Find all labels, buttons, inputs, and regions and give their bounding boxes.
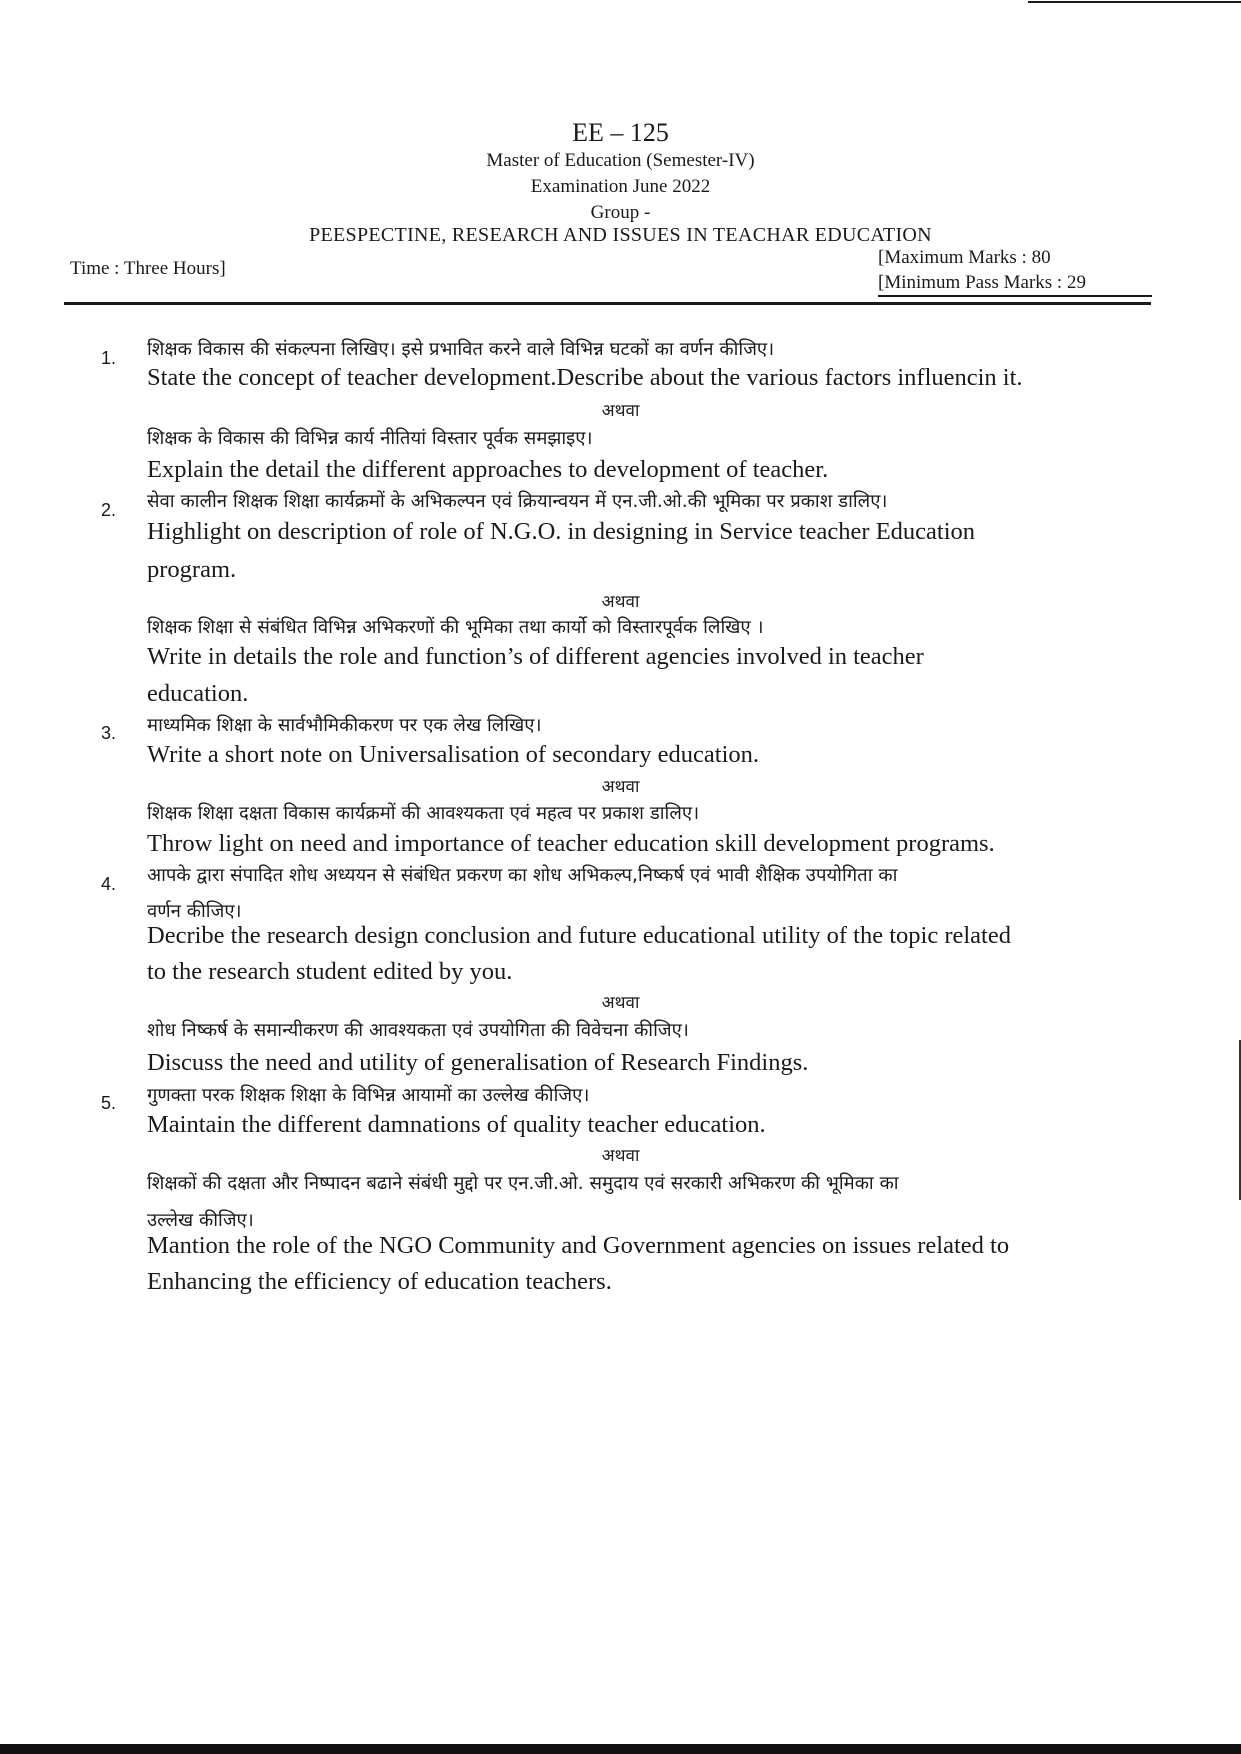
time-allowed: Time : Three Hours]	[70, 258, 226, 279]
question-hindi: शोध निष्कर्ष के समान्यीकरण की आवश्यकता एवं उपयोगिता की विवेचना कीजिए।	[147, 1020, 689, 1041]
question-english: education.	[147, 680, 249, 707]
question-hindi: शिक्षक विकास की संकल्पना लिखिए। इसे प्रभावित करने वाले विभिन्न घटकों का वर्णन कीजिए।	[147, 339, 775, 360]
question-number: 5.	[101, 1093, 117, 1113]
question-english: Discuss the need and utility of generalisation of Research Findings.	[147, 1049, 809, 1076]
or-separator: अथवा	[601, 777, 640, 797]
question-hindi: गुणक्ता परक शिक्षक शिक्षा के विभिन्न आयामों का उल्लेख कीजिए।	[147, 1085, 590, 1106]
question-english: Throw light on need and importance of teacher education skill development programs.	[147, 830, 995, 857]
header-rule	[64, 302, 1151, 305]
question-hindi: वर्णन कीजिए।	[147, 901, 242, 922]
question-number: 1.	[101, 348, 117, 368]
or-separator: अथवा	[601, 592, 640, 612]
question-hindi: सेवा कालीन शिक्षक शिक्षा कार्यक्रमों के अभिकल्पन एवं क्रियान्वयन में एन.जी.ओ.की भूमिका पर प्रकाश डालिए।	[147, 491, 888, 512]
question-number: 2.	[101, 500, 117, 520]
question-english: Explain the detail the different approaches to development of teacher.	[147, 456, 829, 483]
question-hindi: आपके द्वारा संपादित शोध अध्ययन से संबंधित प्रकरण का शोध अभिकल्प,निष्कर्ष एवं भावी शैक्षिक उपयोगिता का	[147, 865, 898, 886]
marks-underline	[878, 295, 1152, 297]
subject-title: PEESPECTINE, RESEARCH AND ISSUES IN TEACHAR EDUCATION	[309, 224, 932, 246]
question-english: State the concept of teacher development.Describe about the various factors influencin it.	[147, 364, 1023, 391]
question-english: program.	[147, 556, 237, 583]
question-english: Decribe the research design conclusion and future educational utility of the topic related	[147, 922, 1011, 949]
question-hindi: शिक्षक शिक्षा दक्षता विकास कार्यक्रमों की आवश्यकता एवं महत्व पर प्रकाश डालिए।	[147, 803, 700, 824]
minimum-pass-marks: [Minimum Pass Marks : 29	[878, 272, 1086, 293]
maximum-marks: [Maximum Marks : 80	[878, 247, 1051, 268]
question-hindi: शिक्षक के विकास की विभिन्न कार्य नीतियां विस्तार पूर्वक समझाइए।	[147, 428, 593, 449]
question-english: Enhancing the efficiency of education teachers.	[147, 1268, 612, 1295]
scan-edge-bottom	[0, 1744, 1241, 1754]
question-english: Write in details the role and function’s of different agencies involved in teacher	[147, 643, 924, 670]
group-label: Group -	[590, 202, 651, 223]
question-hindi: शिक्षक शिक्षा से संबंधित विभिन्न अभिकरणों की भूमिका तथा कार्यो को विस्तारपूर्वक लिखिए ।	[147, 617, 764, 638]
or-separator: अथवा	[601, 401, 640, 421]
paper-code: EE – 125	[572, 118, 669, 147]
scan-edge-top	[1028, 1, 1241, 3]
question-hindi: माध्यमिक शिक्षा के सार्वभौमिकीकरण पर एक लेख लिखिए।	[147, 715, 542, 736]
question-hindi: शिक्षकों की दक्षता और निष्पादन बढाने संबंधी मुद्दो पर एन.जी.ओ. समुदाय एवं सरकारी अभिकरण की भूमिका का	[147, 1173, 899, 1194]
question-english: to the research student edited by you.	[147, 958, 513, 985]
or-separator: अथवा	[601, 1146, 640, 1166]
question-number: 3.	[101, 723, 117, 743]
question-english: Maintain the different damnations of quality teacher education.	[147, 1111, 766, 1138]
question-hindi: उल्लेख कीजिए।	[147, 1210, 254, 1231]
program-name: Master of Education (Semester-IV)	[486, 150, 755, 171]
question-english: Write a short note on Universalisation of secondary education.	[147, 741, 760, 768]
question-english: Mantion the role of the NGO Community and Government agencies on issues related to	[147, 1232, 1010, 1259]
exam-session: Examination June 2022	[530, 176, 711, 197]
or-separator: अथवा	[601, 993, 640, 1013]
question-number: 4.	[101, 874, 117, 894]
question-english: Highlight on description of role of N.G.O. in designing in Service teacher Education	[147, 518, 976, 545]
